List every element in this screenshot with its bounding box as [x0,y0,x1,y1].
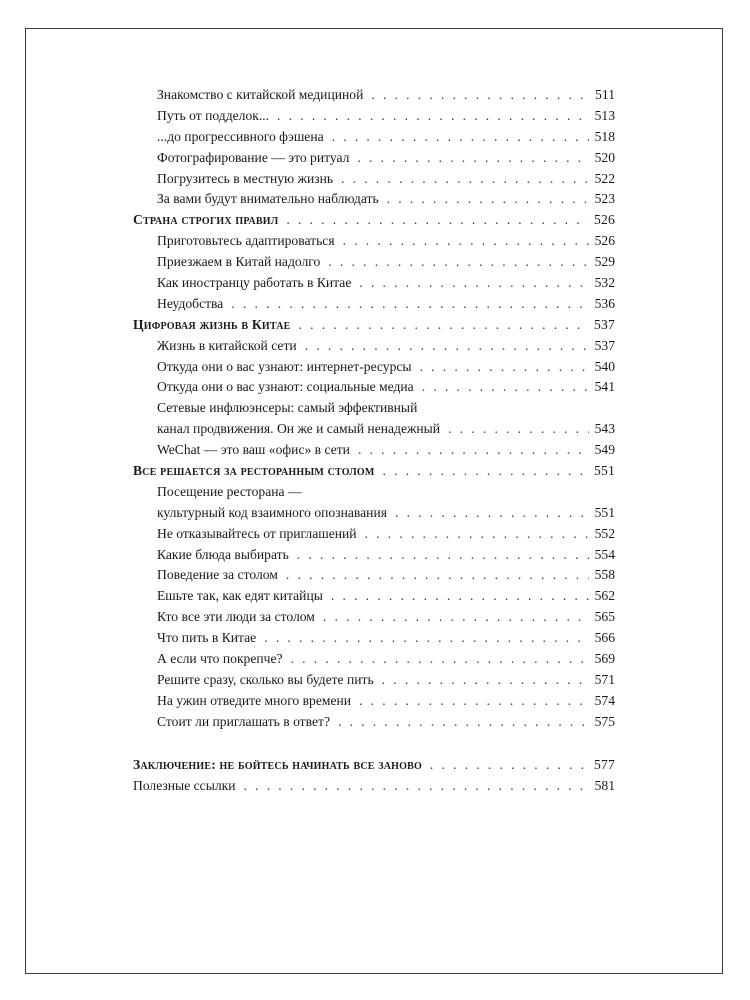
toc-entry-title: Какие блюда выбирать [157,546,289,562]
toc-page-number: 541 [594,379,615,395]
toc-entry-title: Фотографирование — это ритуал [157,149,350,165]
dot-leader [291,649,589,670]
toc-chapter-entry [133,210,615,231]
toc-entry-title: Откуда они о вас узнают: интернет-ресурсы [157,358,412,374]
toc-entry [133,127,615,148]
dot-leader [299,315,589,336]
toc-page-number: 513 [594,107,615,123]
toc-entry [133,776,615,797]
toc-page-number: 577 [594,756,615,772]
toc-entry [133,106,615,127]
toc-page-number: 523 [594,191,615,207]
toc-entry [133,691,615,712]
toc-entry [133,85,615,106]
toc-page-number: 537 [594,337,615,353]
toc-entry [133,169,615,190]
toc-entry-title: За вами будут внимательно наблюдать [157,191,379,207]
dot-leader [359,273,589,294]
toc-page-number: 552 [594,525,615,541]
toc-entry [133,440,615,461]
toc-entry [133,357,615,378]
toc-entry-title: Откуда они о вас узнают: социальные медиа [157,379,414,395]
dot-leader [365,524,589,545]
toc-entry [133,336,615,357]
toc-spacer [133,733,615,755]
toc-entry [133,377,615,398]
dot-leader [286,210,589,231]
toc-page-number: 543 [594,421,615,437]
toc-page-number: 558 [594,567,615,583]
toc-page-number: 540 [594,358,615,374]
toc-page-number: 554 [594,546,615,562]
toc-entry [133,482,615,503]
toc-entry [133,607,615,628]
toc-page-number: 569 [594,651,615,667]
toc-entry-title: Не отказывайтесь от приглашений [157,525,357,541]
dot-leader [264,628,589,649]
toc-page-number: 522 [594,170,615,186]
toc-page-number: 537 [594,316,615,332]
dot-leader [430,755,589,776]
toc-entry [133,524,615,545]
toc-entry-title: Приготовьтесь адаптироваться [157,233,335,249]
toc-entry [133,252,615,273]
toc-entry-title: Заключение: не бойтесь начинать все заново [133,756,422,772]
dot-leader [383,461,589,482]
dot-leader [448,419,589,440]
dot-leader [422,377,589,398]
toc-entry-title: Неудобства [157,295,224,311]
toc-page-number: 551 [594,504,615,520]
toc-entry-title: Все решается за ресторанным столом [133,463,375,479]
dot-leader [395,503,589,524]
toc-entry [133,189,615,210]
toc-entry [133,398,615,419]
toc-page-number: 526 [594,212,615,228]
toc-entry-title: Решите сразу, сколько вы будете пить [157,671,374,687]
toc-entry-title: Как иностранцу работать в Китае [157,275,352,291]
dot-leader [387,189,589,210]
toc-page-number: 520 [594,149,615,165]
toc-entry-title: Цифровая жизнь в Китае [133,316,291,332]
dot-leader [359,691,589,712]
toc-entry-title: Кто все эти люди за столом [157,609,315,625]
dot-leader [343,231,589,252]
dot-leader [244,776,590,797]
dot-leader [328,252,589,273]
table-of-contents [133,85,615,796]
dot-leader [286,565,589,586]
dot-leader [305,336,589,357]
toc-entry [133,419,615,440]
toc-entry [133,503,615,524]
toc-entry [133,649,615,670]
dot-leader [277,106,589,127]
toc-page-number: 575 [594,713,615,729]
toc-page-number: 565 [594,609,615,625]
toc-page-number: 551 [594,463,615,479]
toc-entry [133,231,615,252]
toc-entry-title: ...до прогрессивного фэшена [157,128,324,144]
toc-page-number: 562 [594,588,615,604]
dot-leader [357,148,589,169]
toc-page-number: 532 [594,275,615,291]
toc-entry-title: Поведение за столом [157,567,278,583]
dot-leader [332,127,589,148]
toc-entry-title: Знакомство с китайской медициной [157,87,364,102]
toc-chapter-entry [133,461,615,482]
dot-leader [382,670,589,691]
toc-entry-title: Стоит ли приглашать в ответ? [157,713,330,729]
toc-chapter-entry [133,315,615,336]
toc-entry [133,294,615,315]
toc-chapter-entry [133,755,615,776]
toc-entry [133,586,615,607]
toc-entry-title: Приезжаем в Китай надолго [157,254,321,270]
toc-entry [133,273,615,294]
toc-entry-title: канал продвижения. Он же и самый ненадежный [157,421,441,437]
toc-entry [133,712,615,733]
toc-page-number: 536 [594,295,615,311]
toc-page-number: 518 [594,128,615,144]
toc-entry-title: Жизнь в китайской сети [157,337,297,353]
toc-entry-title: Страна строгих правил [133,212,279,228]
toc-entry-title: Сетевые инфлюэнсеры: самый эффективный [157,400,418,416]
toc-entry-title: На ужин отведите много времени [157,692,352,708]
toc-entry [133,565,615,586]
toc-page-number: 526 [594,233,615,249]
toc-entry [133,628,615,649]
toc-entry [133,670,615,691]
dot-leader [231,294,589,315]
toc-entry-title: культурный код взаимного опознавания [157,504,387,520]
toc-entry-title: Полезные ссылки [133,777,236,793]
dot-leader [358,440,589,461]
toc-entry-title: Ешьте так, как едят китайцы [157,588,323,604]
dot-leader [331,586,589,607]
toc-page-number: 574 [594,692,615,708]
dot-leader [371,85,589,106]
toc-entry-title: А если что покрепче? [157,651,283,667]
dot-leader [323,607,589,628]
toc-entry-title: WeChat — это ваш «офис» в сети [157,442,350,458]
toc-page-number: 529 [594,254,615,270]
dot-leader [338,712,589,733]
toc-entry-title: Посещение ресторана — [157,483,302,499]
toc-entry-title: Путь от подделок... [157,107,270,123]
toc-page-number: 571 [594,671,615,687]
dot-leader [420,357,589,378]
toc-page-number: 511 [595,87,615,102]
toc-page-number: 581 [594,777,615,793]
toc-page-number: 566 [594,630,615,646]
toc-entry [133,545,615,566]
toc-page-number: 549 [594,442,615,458]
toc-entry-title: Погрузитесь в местную жизнь [157,170,334,186]
toc-entry [133,148,615,169]
toc-entry-title: Что пить в Китае [157,630,257,646]
dot-leader [341,169,589,190]
dot-leader [297,545,589,566]
